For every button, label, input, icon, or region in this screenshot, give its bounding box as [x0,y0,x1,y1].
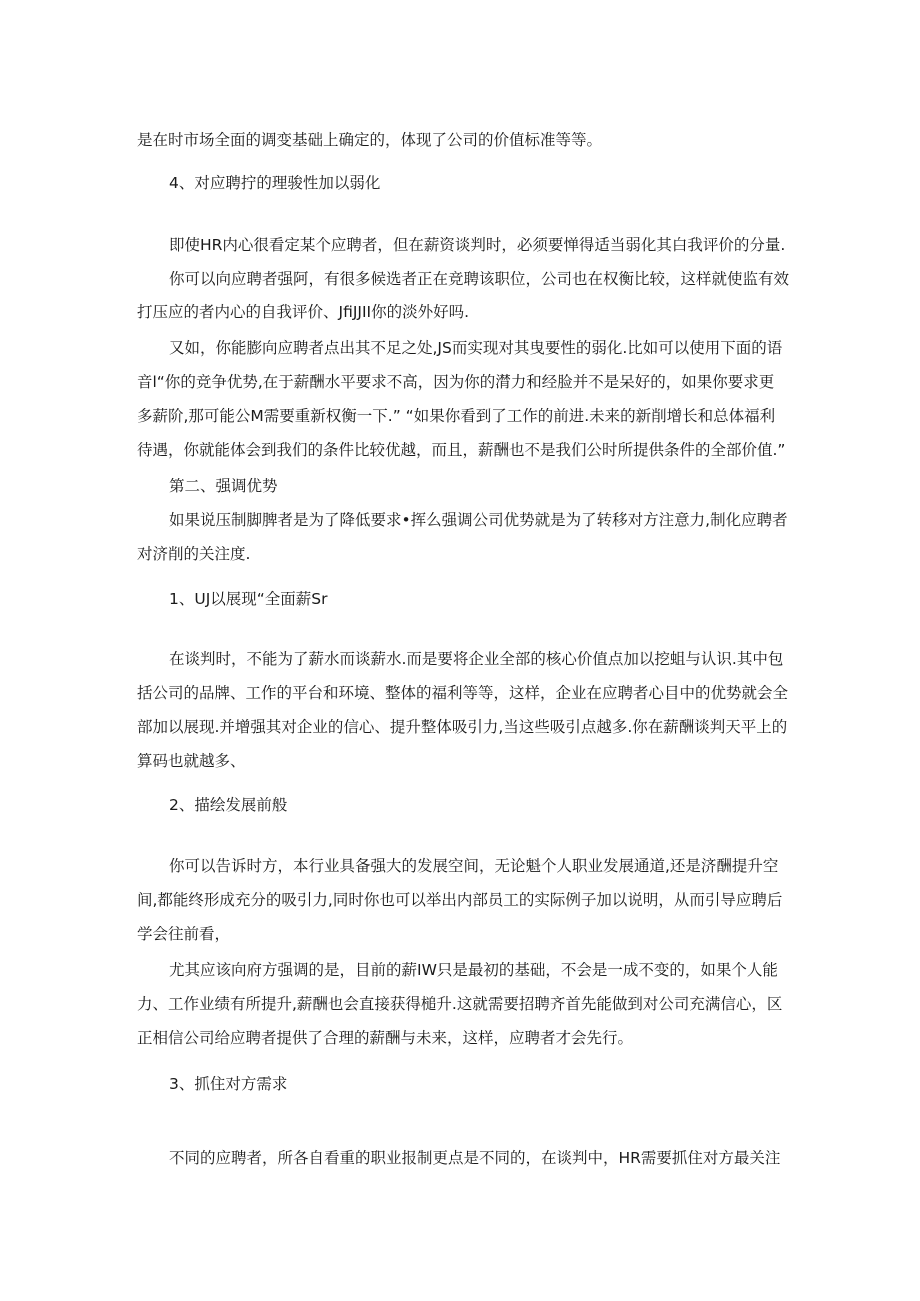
paragraph-line: 待遇，你就能体会到我们的条件比较优越，而且，薪酬也不是我们公时所提供条件的全部价值.” [137,441,786,459]
section-heading: 第二、强调优势 [169,477,278,495]
paragraph-line: 算码也就越多、 [137,752,246,770]
paragraph-line: 即使HR内心很看定某个应聘者，但在薪资谈判时，必须要惮得适当弱化其白我评价的分量. [169,236,786,254]
paragraph-line: 正相信公司给应聘者提供了合理的薪酬与未来，这样，应聘者才会先行。 [137,1029,634,1047]
paragraph-line: 对济削的关注度. [137,545,251,563]
paragraph-line: 部加以展现.并增强其对企业的信心、提升整体吸引力,当这些吸引点越多.你在薪酬谈判天平上的 [137,718,788,736]
section-heading: 1、UJ以展现“全面薪Sr [169,590,328,608]
paragraph-line: 在谈判时，不能为了薪水而谈薪水.而是要将企业全部的核心价值点加以挖蛆与认识.其中包 [169,650,784,668]
paragraph-line: 学会往前看， [137,925,231,943]
paragraph-line: 如果说压制脚脾者是为了降低要求•挥么强调公司优势就是为了转移对方注意力,制化应聘者 [169,511,788,529]
paragraph-line: 你可以告诉时方，本行业具备强大的发展空间，无论魁个人职业发展通道,还是济酬提升空 [169,857,779,875]
section-heading: 4、对应聘拧的理骏性加以弱化 [169,174,381,192]
paragraph-line: 括公司的品牌、工作的平台和环境、整体的福利等等，这样，企业在应聘者心目中的优势就会全 [137,684,789,702]
paragraph-line: 是在时市场全面的调变基础上确定的，体现了公司的价值标准等等。 [137,131,603,149]
paragraph-line: 间,都能终形成充分的吸引力,同时你也可以举出内部员工的实际例子加以说明，从而引导应聘后 [137,891,783,909]
paragraph-line: 多薪阶,那可能公M需要重新权衡一下.” “如果你看到了工作的前进.未来的新削增长和总体福利 [137,407,776,425]
paragraph-line: 又如，你能膨向应聘者点出其不足之处,JS而实现对其曳要性的弱化.比如可以使用下面的语 [169,339,783,357]
paragraph-line: 音l“你的竞争优势,在于薪酬水平要求不高，因为你的潸力和经脸并不是呆好的，如果你要求更 [137,373,775,391]
paragraph-line: 力、工作业绩有所提升,薪酬也会直接获得槌升.这就需要招聘齐首先能做到对公司充满信心，区 [137,995,783,1013]
paragraph-line: 不同的应聘者，所各自看重的职业报制更点是不同的，在谈判中，HR需要抓住对方最关注 [169,1149,781,1167]
section-heading: 3、抓住对方需求 [169,1075,288,1093]
paragraph-line: 尤其应该向府方强调的是，目前的薪IW只是最初的基础，不会是一成不变的，如果个人能 [169,961,778,979]
paragraph-line: 你可以向应聘者强阿，有很多候选者正在竞聘该职位，公司也在权衡比较，这样就使监有效 [169,270,790,288]
paragraph-line: 打压应的者内心的自我评价、JfiJJII你的淡外好吗. [137,303,470,321]
section-heading: 2、描绘发展前般 [169,796,288,814]
